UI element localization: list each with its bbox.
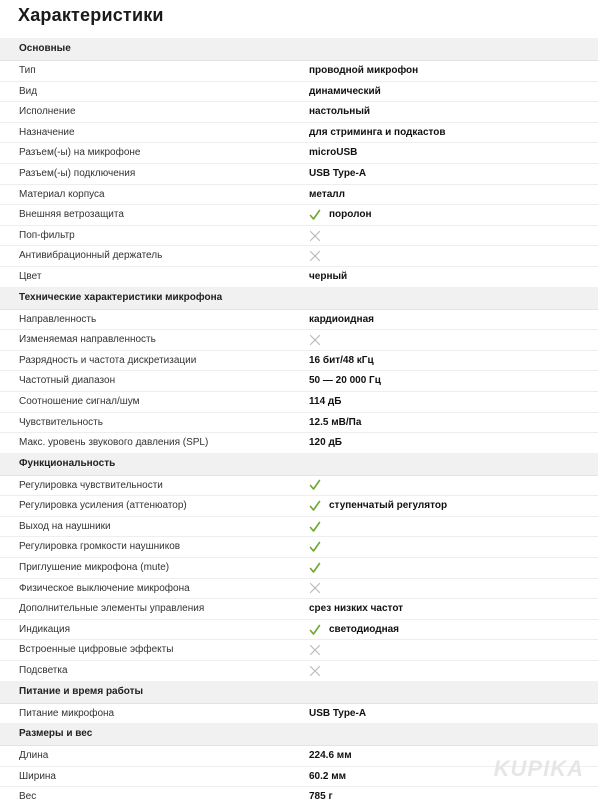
spec-row [0,330,598,351]
spec-name: Чувствительность [19,416,103,428]
spec-value [309,205,372,225]
spec-name: Встроенные цифровые эффекты [19,644,174,656]
cross-icon [309,250,321,262]
spec-value [309,476,321,496]
spec-row [0,164,598,185]
spec-name: Разъем(-ы) подключения [19,167,136,179]
spec-row [0,537,598,558]
spec-value-text: microUSB [309,147,358,159]
spec-row [0,579,598,600]
spec-row [0,102,598,123]
spec-row [0,246,598,267]
spec-name: Внешняя ветрозащита [19,209,124,221]
spec-value [309,704,366,724]
spec-name: Разъем(-ы) на микрофоне [19,147,141,159]
spec-row [0,496,598,517]
specs-table [0,38,598,807]
cross-icon [309,230,321,242]
spec-name: Регулировка усиления (аттенюатор) [19,500,187,512]
spec-row [0,351,598,372]
check-icon [309,541,321,553]
spec-name: Длина [19,750,49,762]
spec-value-text: проводной микрофон [309,65,419,76]
spec-row [0,599,598,620]
section-title: Размеры и вес [0,723,598,746]
cross-icon [309,665,321,677]
spec-row [0,476,598,497]
spec-name: Дополнительные элементы управления [19,603,205,615]
spec-row [0,704,598,724]
check-icon [309,562,321,574]
spec-value [309,579,321,599]
cross-icon [309,334,321,346]
check-icon [309,624,321,636]
spec-row [0,267,598,287]
spec-value-text: динамический [309,85,381,97]
spec-section [0,453,598,681]
check-icon [309,209,321,221]
spec-value [309,787,333,807]
spec-value [309,599,403,619]
spec-name: Вид [19,85,38,97]
section-title: Функциональность [0,453,598,476]
spec-name: Ширина [19,770,56,782]
page-title: Характеристики [18,5,164,25]
spec-value [309,640,321,660]
spec-value [309,767,346,787]
spec-name: Поп-фильтр [19,229,75,241]
spec-value-text: 50 — 20 000 Гц [309,375,381,387]
spec-value-text: USB Type-A [309,707,367,719]
spec-value-text: металл [309,188,345,200]
spec-value [309,392,341,412]
spec-value-text: 785 г [309,791,333,803]
spec-value-text: кардиоидная [309,313,374,325]
section-title: Питание и время работы [0,681,598,704]
spec-value-text: 120 дБ [309,437,342,449]
spec-value [309,267,347,287]
spec-value [309,185,345,205]
spec-value [309,123,446,143]
spec-name: Тип [19,65,36,76]
spec-section [0,38,598,287]
spec-name: Регулировка чувствительности [19,479,163,491]
spec-value-text: светодиодная [329,623,400,635]
spec-row [0,123,598,144]
spec-value-text: 114 дБ [309,395,342,407]
spec-name: Направленность [19,313,97,325]
spec-value-text: ступенчатый регулятор [329,500,448,512]
cross-icon [309,644,321,656]
spec-row [0,226,598,247]
spec-value-text: настольный [309,106,371,118]
spec-name: Антивибрационный держатель [19,250,163,262]
spec-value-text: поролон [329,209,372,221]
spec-value-text: для стриминга и подкастов [309,126,446,138]
spec-name: Макс. уровень звукового давления (SPL) [19,437,209,449]
spec-name: Исполнение [19,106,76,118]
spec-value-text: черный [309,270,348,282]
spec-name: Назначение [19,126,75,138]
spec-name: Питание микрофона [19,707,115,719]
watermark: KUPIKA [493,756,584,781]
spec-value-text: 60.2 мм [309,770,347,782]
spec-name: Материал корпуса [19,188,105,200]
spec-name: Регулировка громкости наушников [19,541,181,553]
spec-value [309,558,321,578]
spec-row [0,310,598,331]
spec-value [309,164,366,184]
cross-icon [309,582,321,594]
spec-value [309,371,381,391]
spec-value [309,537,321,557]
spec-value-text: USB Type-A [309,167,367,179]
spec-value [309,433,342,453]
check-icon [309,500,321,512]
spec-value [309,82,381,102]
spec-row [0,413,598,434]
spec-name: Индикация [19,623,71,635]
spec-value [309,517,321,537]
spec-value-text: 12.5 мВ/Па [309,416,362,428]
spec-row [0,640,598,661]
spec-row [0,661,598,681]
spec-value [309,143,357,163]
spec-value [309,226,321,246]
spec-row [0,185,598,206]
spec-row [0,517,598,538]
spec-value [309,330,321,350]
spec-section [0,287,598,453]
spec-value [309,246,321,266]
spec-name: Соотношение сигнал/шум [19,395,140,407]
spec-value-text: 224.6 мм [309,750,352,762]
spec-row [0,620,598,641]
spec-row [0,82,598,103]
spec-name: Приглушение микрофона (mute) [19,562,170,574]
spec-row [0,205,598,226]
spec-value [309,746,352,766]
spec-name: Выход на наушники [19,520,111,532]
spec-name: Частотный диапазон [19,375,116,387]
spec-value [309,351,374,371]
spec-value-text: срез низких частот [309,603,404,615]
spec-value [309,413,361,433]
section-title: Технические характеристики микрофона [0,287,598,310]
spec-value [309,310,374,330]
spec-section [0,681,598,724]
spec-value-text: 16 бит/48 кГц [309,354,374,366]
spec-name: Разрядность и частота дискретизации [19,354,197,366]
spec-value [309,61,418,81]
spec-row [0,433,598,453]
check-icon [309,521,321,533]
spec-row [0,558,598,579]
spec-value [309,496,447,516]
spec-row [0,61,598,82]
spec-name: Физическое выключение микрофона [19,582,190,594]
check-icon [309,479,321,491]
spec-name: Изменяемая направленность [19,334,156,346]
spec-value [309,620,399,640]
spec-row [0,371,598,392]
spec-value [309,102,370,122]
spec-row [0,143,598,164]
section-title: Основные [0,38,598,61]
spec-name: Цвет [19,270,42,282]
spec-value [309,661,321,681]
spec-name: Подсветка [19,665,68,677]
spec-name: Вес [19,791,37,803]
spec-row [0,392,598,413]
spec-row [0,787,598,807]
